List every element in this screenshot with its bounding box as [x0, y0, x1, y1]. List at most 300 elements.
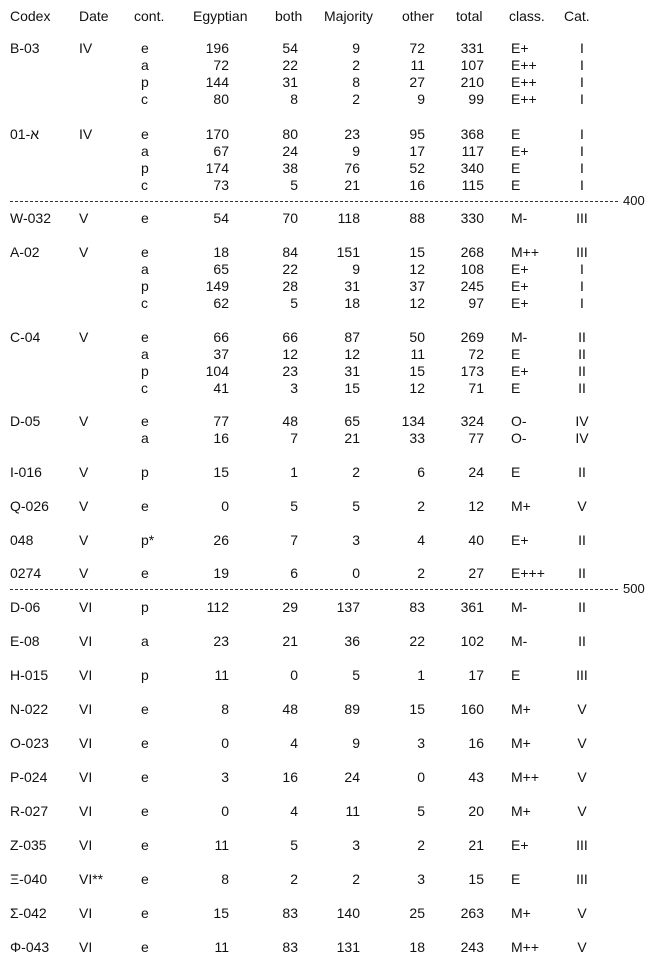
cell-category: III — [576, 667, 588, 683]
cell-category: I — [580, 40, 584, 56]
cell-total: 160 — [460, 701, 484, 717]
cell-egyptian: 62 — [213, 295, 229, 311]
cell-both: 8 — [290, 91, 298, 107]
codex-date: V — [79, 565, 89, 581]
cell-total: 117 — [461, 143, 484, 159]
codex-date: V — [79, 464, 89, 480]
codex-name: Ξ-040 — [10, 871, 48, 887]
cell-total: 12 — [468, 498, 484, 514]
codex-date: VI — [79, 769, 93, 785]
cell-majority: 24 — [344, 769, 360, 785]
cell-majority: 2 — [352, 57, 360, 73]
cell-total: 24 — [468, 464, 484, 480]
cell-both: 12 — [282, 346, 298, 362]
cell-both: 5 — [290, 177, 298, 193]
cell-category: V — [577, 803, 587, 819]
cell-both: 5 — [290, 295, 298, 311]
cell-egyptian: 3 — [221, 769, 229, 785]
cell-egyptian: 0 — [221, 498, 229, 514]
cell-majority: 65 — [344, 413, 360, 429]
cell-egyptian: 15 — [213, 464, 229, 480]
codex-name: א-01 — [10, 126, 40, 142]
cell-egyptian: 73 — [213, 177, 229, 193]
cell-majority: 15 — [344, 380, 360, 396]
cell-total: 115 — [461, 177, 484, 193]
cell-total: 243 — [460, 939, 484, 955]
cell-class: E — [511, 871, 521, 887]
cell-other: 52 — [409, 160, 425, 176]
cell-both: 22 — [282, 57, 298, 73]
cell-both: 66 — [282, 329, 298, 345]
cell-content: a — [141, 261, 149, 277]
cell-other: 0 — [417, 769, 425, 785]
cell-content: a — [141, 57, 149, 73]
cell-egyptian: 77 — [213, 413, 229, 429]
cell-class: E+++ — [511, 565, 545, 581]
cell-other: 27 — [409, 74, 425, 90]
cell-majority: 9 — [352, 40, 360, 56]
cell-majority: 23 — [344, 126, 360, 142]
cell-content: e — [141, 871, 149, 887]
cell-class: M- — [511, 599, 528, 615]
cell-class: M- — [511, 210, 528, 226]
cell-egyptian: 11 — [214, 939, 229, 955]
cell-both: 22 — [282, 261, 298, 277]
cell-egyptian: 144 — [205, 74, 229, 90]
cell-content: p — [141, 363, 149, 379]
cell-category: III — [576, 244, 588, 260]
codex-name: C-04 — [10, 329, 41, 345]
cell-both: 48 — [282, 701, 298, 717]
cell-egyptian: 26 — [213, 532, 229, 548]
cell-egyptian: 112 — [206, 599, 229, 615]
cell-both: 84 — [282, 244, 298, 260]
codex-date: V — [79, 244, 89, 260]
codex-name: Φ-043 — [10, 939, 50, 955]
cell-category: I — [580, 177, 584, 193]
cell-majority: 118 — [337, 210, 360, 226]
codex-date: IV — [79, 126, 93, 142]
codex-name: D-05 — [10, 413, 41, 429]
cell-egyptian: 174 — [205, 160, 229, 176]
cell-class: M- — [511, 329, 528, 345]
cell-both: 70 — [282, 210, 298, 226]
cell-majority: 137 — [336, 599, 360, 615]
cell-majority: 9 — [352, 261, 360, 277]
codex-name: H-015 — [10, 667, 49, 683]
cell-content: e — [141, 769, 149, 785]
cell-category: II — [578, 565, 586, 581]
cell-content: c — [141, 295, 148, 311]
cell-majority: 76 — [344, 160, 360, 176]
cell-other: 2 — [417, 837, 425, 853]
cell-category: I — [580, 126, 584, 142]
codex-date: V — [79, 413, 89, 429]
cell-majority: 21 — [344, 177, 360, 193]
cell-egyptian: 67 — [213, 143, 229, 159]
cell-other: 25 — [409, 905, 425, 921]
cell-other: 1 — [417, 667, 425, 683]
cell-class: E+ — [511, 261, 529, 277]
cell-class: M++ — [511, 769, 540, 785]
cell-egyptian: 149 — [205, 278, 229, 294]
cell-class: M+ — [511, 905, 531, 921]
cell-class: M+ — [511, 701, 531, 717]
cell-content: c — [141, 91, 148, 107]
cell-other: 17 — [409, 143, 425, 159]
cell-total: 16 — [468, 735, 484, 751]
cell-class: M- — [511, 633, 528, 649]
cell-class: O- — [511, 430, 527, 446]
cell-class: E — [511, 126, 521, 142]
cell-both: 38 — [282, 160, 298, 176]
header-total: total — [456, 8, 483, 24]
cell-class: M+ — [511, 498, 531, 514]
cell-other: 4 — [417, 532, 425, 548]
codex-date: VI — [79, 905, 93, 921]
cell-majority: 87 — [344, 329, 360, 345]
header-both: both — [275, 8, 303, 24]
cell-other: 2 — [417, 498, 425, 514]
cell-majority: 36 — [344, 633, 360, 649]
cell-other: 3 — [417, 735, 425, 751]
codex-name: D-06 — [10, 599, 41, 615]
cell-total: 15 — [468, 871, 484, 887]
header-class: class. — [509, 8, 545, 24]
cell-content: a — [141, 430, 149, 446]
cell-class: E+ — [511, 40, 529, 56]
cell-category: III — [576, 210, 588, 226]
codex-date: VI — [79, 803, 93, 819]
cell-class: E++ — [511, 57, 537, 73]
cell-total: 368 — [460, 126, 484, 142]
cell-content: e — [141, 803, 149, 819]
cell-majority: 0 — [352, 565, 360, 581]
cell-egyptian: 16 — [213, 430, 229, 446]
cell-egyptian: 18 — [213, 244, 229, 260]
cell-content: a — [141, 346, 149, 362]
cell-both: 2 — [290, 871, 298, 887]
cell-both: 83 — [282, 939, 298, 955]
cell-content: e — [141, 126, 149, 142]
cell-class: M++ — [511, 939, 540, 955]
cell-class: E — [511, 177, 521, 193]
codex-date: VI — [79, 667, 93, 683]
cell-class: E+ — [511, 363, 529, 379]
cell-total: 77 — [468, 430, 484, 446]
cell-other: 88 — [409, 210, 425, 226]
cell-total: 102 — [460, 633, 484, 649]
cell-egyptian: 37 — [213, 346, 229, 362]
cell-majority: 9 — [352, 143, 360, 159]
cell-egyptian: 11 — [214, 837, 229, 853]
cell-category: V — [577, 735, 587, 751]
cell-content: c — [141, 380, 148, 396]
codex-name: 048 — [10, 532, 34, 548]
cell-total: 263 — [460, 905, 484, 921]
cell-both: 83 — [282, 905, 298, 921]
cell-egyptian: 0 — [221, 803, 229, 819]
cell-majority: 9 — [352, 735, 360, 751]
cell-category: II — [578, 532, 586, 548]
cell-total: 40 — [468, 532, 484, 548]
cell-other: 15 — [409, 701, 425, 717]
cell-total: 27 — [468, 565, 484, 581]
cell-category: II — [578, 380, 586, 396]
cell-category: I — [580, 278, 584, 294]
cell-total: 330 — [460, 210, 484, 226]
cell-category: I — [580, 91, 584, 107]
codex-name: W-032 — [10, 210, 51, 226]
cell-category: II — [578, 633, 586, 649]
header-cont: cont. — [134, 8, 165, 24]
cell-other: 95 — [409, 126, 425, 142]
cell-both: 28 — [282, 278, 298, 294]
cell-content: e — [141, 735, 149, 751]
cell-egyptian: 19 — [213, 565, 229, 581]
cell-category: I — [580, 261, 584, 277]
cell-total: 210 — [460, 74, 484, 90]
header-cat: Cat. — [564, 8, 590, 24]
cell-both: 5 — [290, 837, 298, 853]
cell-other: 18 — [409, 939, 425, 955]
cell-class: E+ — [511, 837, 529, 853]
cell-other: 15 — [409, 363, 425, 379]
century-separator-label: 500 — [623, 581, 645, 596]
cell-class: E+ — [511, 532, 529, 548]
cell-total: 173 — [460, 363, 484, 379]
cell-both: 5 — [290, 498, 298, 514]
cell-majority: 21 — [344, 430, 360, 446]
cell-content: e — [141, 939, 149, 955]
cell-other: 37 — [409, 278, 425, 294]
cell-category: V — [577, 769, 587, 785]
cell-category: I — [580, 74, 584, 90]
cell-both: 23 — [282, 363, 298, 379]
cell-egyptian: 65 — [213, 261, 229, 277]
cell-egyptian: 11 — [214, 667, 229, 683]
cell-category: I — [580, 160, 584, 176]
cell-majority: 12 — [344, 346, 360, 362]
cell-class: O- — [511, 413, 527, 429]
cell-other: 33 — [409, 430, 425, 446]
cell-class: E++ — [511, 91, 537, 107]
codex-date: VI — [79, 939, 93, 955]
header-codex: Codex — [10, 8, 51, 24]
cell-majority: 31 — [344, 278, 360, 294]
cell-content: e — [141, 244, 149, 260]
cell-other: 12 — [409, 261, 425, 277]
cell-both: 54 — [282, 40, 298, 56]
cell-content: c — [141, 177, 148, 193]
cell-majority: 151 — [336, 244, 360, 260]
cell-category: III — [576, 871, 588, 887]
cell-other: 3 — [417, 871, 425, 887]
cell-category: II — [578, 346, 586, 362]
cell-category: V — [577, 905, 587, 921]
cell-egyptian: 15 — [213, 905, 229, 921]
cell-egyptian: 8 — [221, 871, 229, 887]
cell-total: 269 — [460, 329, 484, 345]
codex-date: V — [79, 532, 89, 548]
cell-total: 43 — [468, 769, 484, 785]
cell-class: M+ — [511, 803, 531, 819]
cell-class: E+ — [511, 295, 529, 311]
codex-name: E-08 — [10, 633, 40, 649]
codex-date: V — [79, 498, 89, 514]
cell-total: 108 — [460, 261, 484, 277]
codex-date: VI — [79, 599, 93, 615]
cell-category: V — [577, 701, 587, 717]
cell-total: 324 — [460, 413, 484, 429]
cell-other: 134 — [401, 413, 425, 429]
cell-other: 12 — [409, 295, 425, 311]
cell-majority: 11 — [345, 803, 360, 819]
cell-category: I — [580, 57, 584, 73]
century-separator-line — [10, 201, 618, 202]
cell-content: p — [141, 599, 149, 615]
cell-majority: 2 — [352, 871, 360, 887]
cell-class: E++ — [511, 74, 537, 90]
cell-majority: 140 — [336, 905, 360, 921]
codex-date: V — [79, 210, 89, 226]
cell-category: I — [580, 295, 584, 311]
cell-egyptian: 41 — [213, 380, 229, 396]
cell-category: II — [578, 464, 586, 480]
cell-content: a — [141, 633, 149, 649]
cell-both: 0 — [290, 667, 298, 683]
cell-content: e — [141, 837, 149, 853]
cell-both: 80 — [282, 126, 298, 142]
cell-egyptian: 80 — [213, 91, 229, 107]
codex-date: VI — [79, 735, 93, 751]
cell-other: 2 — [417, 565, 425, 581]
cell-egyptian: 196 — [205, 40, 229, 56]
codex-name: I-016 — [10, 464, 42, 480]
cell-both: 1 — [290, 464, 298, 480]
cell-both: 16 — [282, 769, 298, 785]
cell-content: a — [141, 143, 149, 159]
cell-content: p — [141, 667, 149, 683]
cell-content: p — [141, 74, 149, 90]
cell-total: 340 — [460, 160, 484, 176]
codex-date: V — [79, 329, 89, 345]
cell-both: 48 — [282, 413, 298, 429]
cell-class: M+ — [511, 735, 531, 751]
cell-other: 6 — [417, 464, 425, 480]
cell-both: 31 — [282, 74, 298, 90]
header-other: other — [402, 8, 434, 24]
cell-majority: 131 — [336, 939, 360, 955]
cell-other: 11 — [410, 57, 425, 73]
cell-content: e — [141, 329, 149, 345]
cell-both: 21 — [282, 633, 298, 649]
cell-other: 22 — [409, 633, 425, 649]
cell-total: 97 — [468, 295, 484, 311]
cell-category: II — [578, 329, 586, 345]
cell-category: I — [580, 143, 584, 159]
codex-name: 0274 — [10, 565, 42, 581]
cell-egyptian: 66 — [213, 329, 229, 345]
cell-total: 21 — [468, 837, 484, 853]
codex-name: Q-026 — [10, 498, 49, 514]
cell-category: II — [578, 363, 586, 379]
cell-class: E — [511, 667, 521, 683]
cell-other: 5 — [417, 803, 425, 819]
cell-majority: 2 — [352, 464, 360, 480]
cell-category: IV — [575, 413, 589, 429]
century-separator-line — [10, 589, 618, 590]
cell-egyptian: 170 — [205, 126, 229, 142]
cell-other: 12 — [409, 380, 425, 396]
cell-both: 29 — [282, 599, 298, 615]
cell-category: V — [577, 939, 587, 955]
codex-date: VI — [79, 837, 93, 853]
cell-other: 15 — [409, 244, 425, 260]
cell-both: 7 — [290, 430, 298, 446]
cell-total: 245 — [460, 278, 484, 294]
codex-name: Z-035 — [10, 837, 47, 853]
codex-date: IV — [79, 40, 93, 56]
codex-name: A-02 — [10, 244, 40, 260]
cell-majority: 18 — [344, 295, 360, 311]
cell-total: 17 — [468, 667, 484, 683]
cell-egyptian: 54 — [213, 210, 229, 226]
cell-content: e — [141, 498, 149, 514]
cell-other: 50 — [409, 329, 425, 345]
cell-majority: 31 — [344, 363, 360, 379]
cell-total: 71 — [468, 380, 484, 396]
cell-content: p — [141, 278, 149, 294]
cell-other: 72 — [409, 40, 425, 56]
codex-name: B-03 — [10, 40, 40, 56]
cell-other: 11 — [410, 346, 425, 362]
cell-content: e — [141, 905, 149, 921]
cell-total: 331 — [460, 40, 484, 56]
cell-egyptian: 72 — [213, 57, 229, 73]
cell-majority: 3 — [352, 532, 360, 548]
cell-other: 83 — [409, 599, 425, 615]
cell-class: E — [511, 346, 521, 362]
cell-class: E+ — [511, 278, 529, 294]
cell-both: 6 — [290, 565, 298, 581]
header-egyptian: Egyptian — [193, 8, 248, 24]
cell-category: III — [576, 837, 588, 853]
cell-both: 4 — [290, 735, 298, 751]
cell-content: e — [141, 701, 149, 717]
cell-content: p* — [141, 532, 155, 548]
cell-both: 3 — [290, 380, 298, 396]
header-date: Date — [79, 8, 109, 24]
cell-total: 361 — [460, 599, 484, 615]
codex-name: R-027 — [10, 803, 49, 819]
codex-date: VI — [79, 701, 93, 717]
codex-date: VI — [79, 633, 93, 649]
cell-total: 107 — [460, 57, 484, 73]
cell-majority: 89 — [344, 701, 360, 717]
header-majority: Majority — [324, 8, 374, 24]
cell-class: E — [511, 380, 521, 396]
cell-content: e — [141, 40, 149, 56]
century-separator-label: 400 — [623, 193, 645, 208]
cell-category: IV — [575, 430, 589, 446]
cell-both: 4 — [290, 803, 298, 819]
cell-content: e — [141, 565, 149, 581]
codex-name: Σ-042 — [10, 905, 47, 921]
cell-majority: 5 — [352, 667, 360, 683]
cell-content: e — [141, 413, 149, 429]
cell-other: 16 — [409, 177, 425, 193]
